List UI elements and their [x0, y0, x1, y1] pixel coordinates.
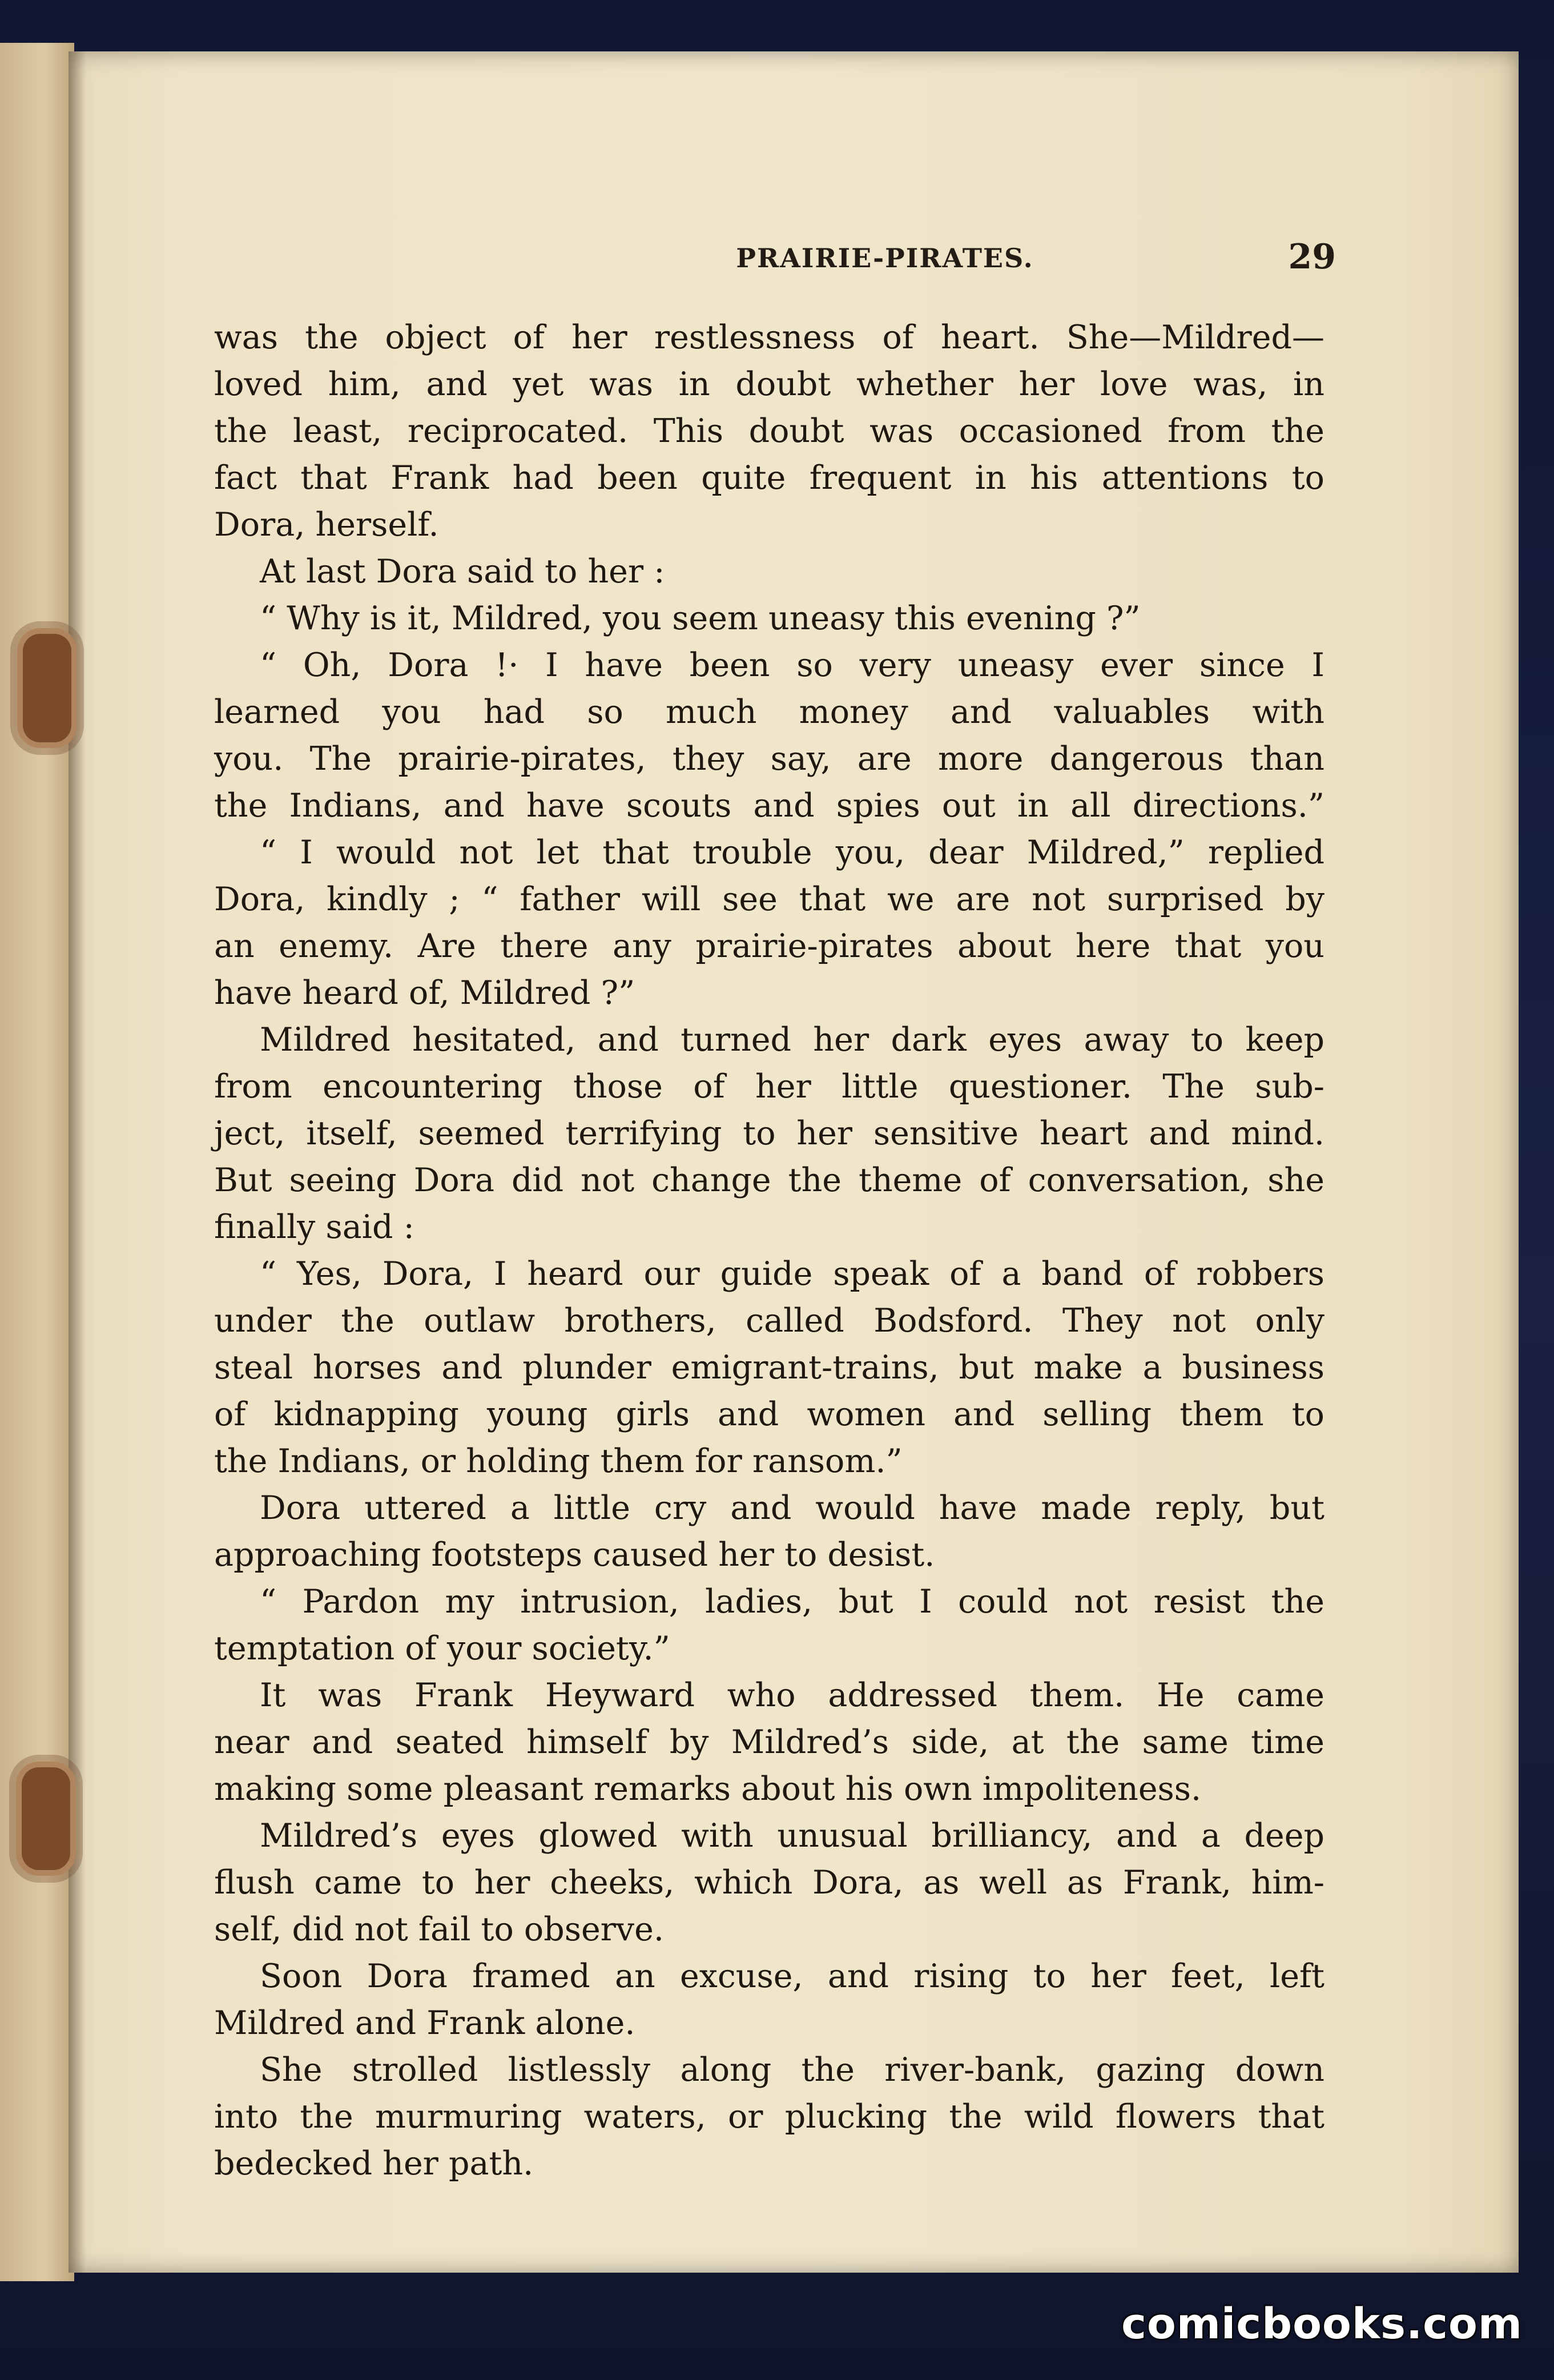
text-line: She strolled listlessly along the river-bank, gazing down: [260, 2051, 1324, 2089]
text-line: bedecked her path.: [214, 2145, 534, 2182]
text-line: flush came to her cheeks, which Dora, as well as Frank, him-: [214, 1864, 1324, 1901]
text-line: “ Why is it, Mildred, you seem uneasy this evening ?”: [260, 600, 1141, 637]
facing-page-edge: [0, 43, 74, 2281]
binding-hole-top: [23, 634, 71, 742]
text-line: self, did not fail to observe.: [214, 1911, 664, 1948]
text-line: the Indians, or holding them for ransom.”: [214, 1442, 903, 1480]
running-title: PRAIRIE-PIRATES.: [736, 243, 1034, 274]
text-line: temptation of your society.”: [214, 1630, 670, 1667]
text-line: near and seated himself by Mildred’s side, at the same time: [214, 1723, 1324, 1761]
text-line: Mildred hesitated, and turned her dark eyes away to keep: [260, 1021, 1324, 1059]
text-line: fact that Frank had been quite frequent in his attentions to: [214, 459, 1324, 497]
text-line: have heard of, Mildred ?”: [214, 974, 635, 1012]
text-line: But seeing Dora did not change the theme of conversation, she: [214, 1161, 1324, 1199]
text-line: learned you had so much money and valuables with: [214, 693, 1324, 731]
text-line: approaching footsteps caused her to desist.: [214, 1536, 935, 1574]
text-line: “ I would not let that trouble you, dear Mildred,” replied: [260, 834, 1324, 871]
text-line: was the object of her restlessness of heart. She—Mildred—: [214, 319, 1324, 356]
site-watermark: comicbooks.com: [1121, 2299, 1523, 2349]
text-line: into the murmuring waters, or plucking the wild flowers that: [214, 2098, 1324, 2136]
running-head: [206, 237, 1336, 288]
text-line: finally said :: [214, 1208, 414, 1246]
text-line: making some pleasant remarks about his own impoliteness.: [214, 1770, 1202, 1808]
text-line: the Indians, and have scouts and spies out in all directions.”: [214, 787, 1324, 825]
text-line: “ Yes, Dora, I heard our guide speak of a band of robbers: [260, 1255, 1324, 1293]
spine-shadow: [69, 51, 86, 2273]
text-line: It was Frank Heyward who addressed them. He came: [260, 1677, 1324, 1714]
text-line: from encountering those of her little questioner. The sub-: [214, 1068, 1324, 1105]
text-line: “ Oh, Dora !· I have been so very uneasy ever since I: [260, 646, 1324, 684]
text-line: At last Dora said to her :: [260, 553, 665, 590]
text-line: Dora, herself.: [214, 506, 439, 544]
page-number: 29: [1288, 237, 1336, 277]
text-line: an enemy. Are there any prairie-pirates about here that you: [214, 927, 1324, 965]
text-line: ject, itself, seemed terrifying to her sensitive heart and mind.: [214, 1115, 1324, 1152]
text-line: the least, reciprocated. This doubt was occasioned from the: [214, 412, 1324, 450]
text-line: loved him, and yet was in doubt whether her love was, in: [214, 365, 1324, 403]
text-line: Dora uttered a little cry and would have made reply, but: [260, 1489, 1324, 1527]
text-line: Dora, kindly ; “ father will see that we are not surprised by: [214, 881, 1324, 918]
text-line: Soon Dora framed an excuse, and rising to her feet, left: [260, 1957, 1324, 1995]
text-line: “ Pardon my intrusion, ladies, but I could not resist the: [260, 1583, 1324, 1621]
text-line: steal horses and plunder emigrant-trains, but make a business: [214, 1349, 1324, 1386]
text-line: you. The prairie-pirates, they say, are more dangerous than: [214, 740, 1324, 778]
text-line: of kidnapping young girls and women and selling them to: [214, 1396, 1324, 1433]
body-text: [214, 314, 1324, 2187]
text-line: Mildred’s eyes glowed with unusual brilliancy, and a deep: [260, 1817, 1324, 1855]
text-line: Mildred and Frank alone.: [214, 2004, 635, 2042]
binding-hole-bottom: [22, 1767, 70, 1870]
text-line: under the outlaw brothers, called Bodsford. They not only: [214, 1302, 1324, 1340]
